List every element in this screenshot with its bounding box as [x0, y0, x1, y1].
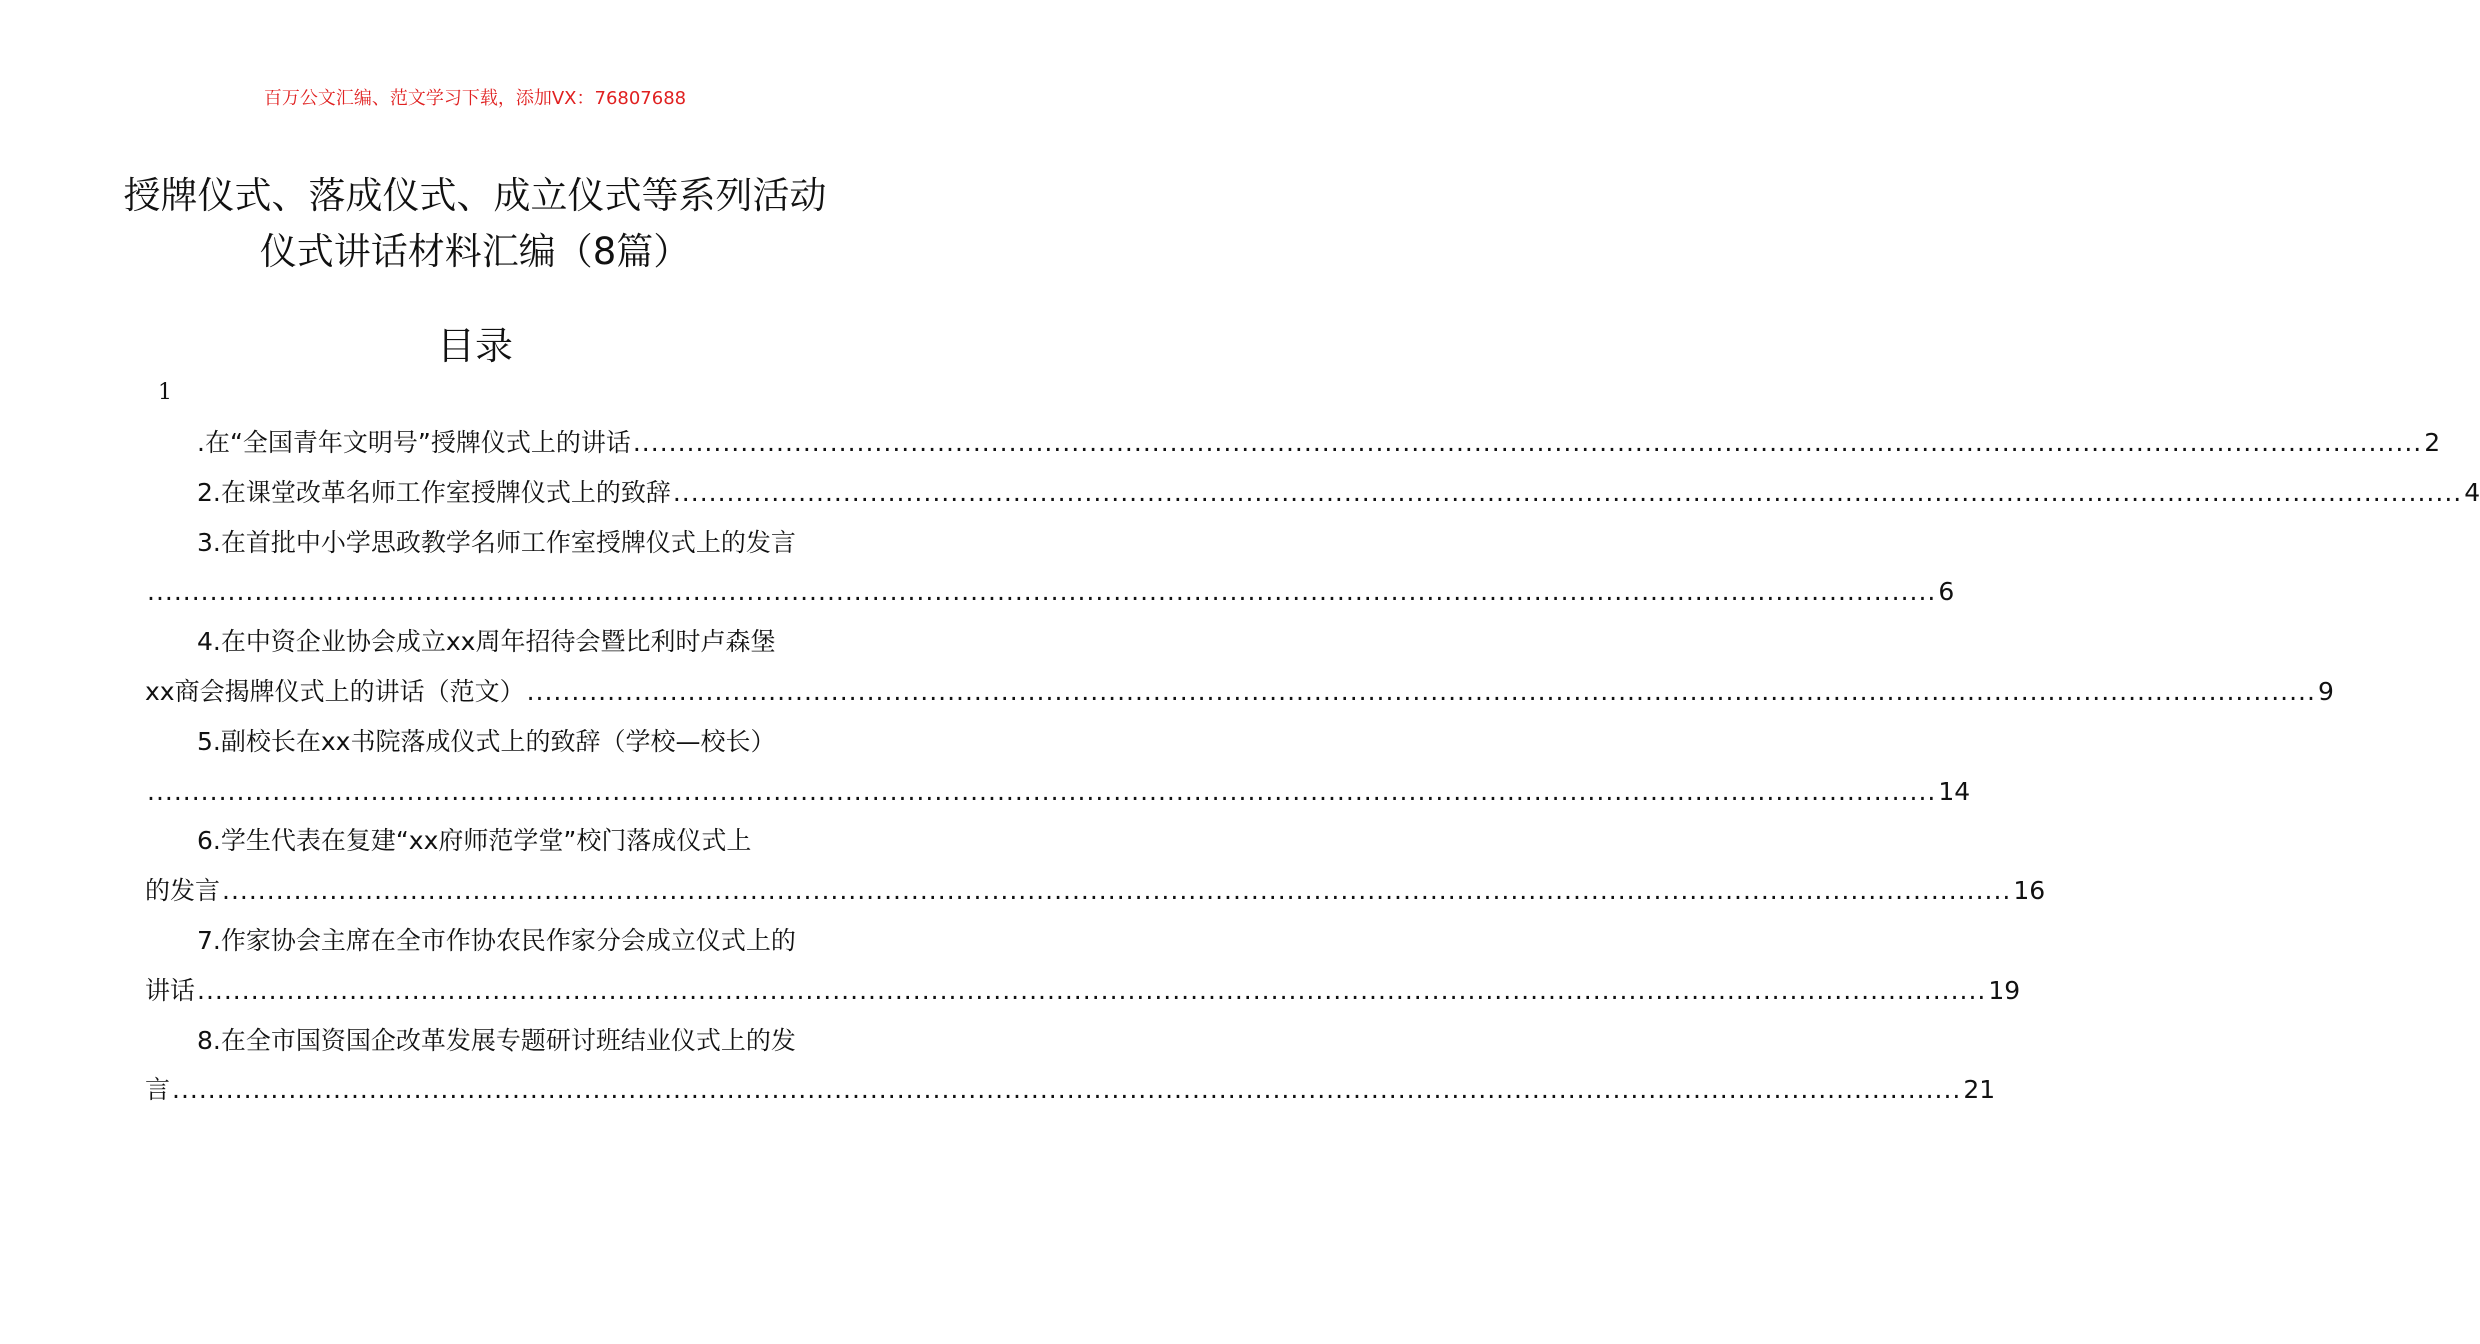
toc-entry-8[interactable]: [145, 1016, 805, 1066]
toc-entry-6-cont[interactable]: [145, 866, 2046, 916]
leader-dots: ........................................................................................................................................................................................................: [172, 1075, 1962, 1105]
toc-entry-title-cont: xx商会揭牌仪式上的讲话（范文）: [145, 676, 525, 706]
toc-entry-page: 9: [2317, 676, 2334, 706]
leader-dots: ........................................................................................................................................................................................................: [632, 428, 2423, 457]
toc-entry-8-cont[interactable]: [145, 1065, 1996, 1115]
toc-entry-7[interactable]: [145, 916, 805, 966]
toc-entry-2[interactable]: [145, 468, 2480, 518]
toc-entry-page: 14: [1938, 776, 1971, 806]
toc-entry-page: 6: [1938, 577, 1955, 607]
header-note: 百万公文汇编、范文学习下载，添加VX：76807688: [263, 88, 687, 109]
leader-dots: ........................................................................................................................................................................................................: [147, 577, 1937, 607]
toc-entry-6[interactable]: [145, 816, 805, 866]
toc-entry-title: 2.在课堂改革名师工作室授牌仪式上的致辞: [197, 477, 671, 507]
toc-entry-title: 7.作家协会主席在全市作协农民作家分会成立仪式上的: [197, 925, 796, 955]
toc-entry-5-cont[interactable]: [145, 767, 1971, 817]
toc-entry-4-cont[interactable]: [145, 667, 2334, 717]
toc-entry-3-cont[interactable]: [145, 567, 1955, 617]
leader-dots: ........................................................................................................................................................................................................: [197, 975, 1987, 1005]
toc-entry-page: 4: [2464, 477, 2480, 507]
toc-entry-page: 16: [2013, 876, 2046, 906]
leader-dots: ........................................................................................................................................................................................................: [147, 776, 1937, 806]
stray-number: 1: [158, 380, 172, 405]
toc-entry-title-cont: 讲话: [145, 975, 196, 1005]
leader-dots: ........................................................................................................................................................................................................: [222, 876, 2012, 906]
table-of-contents: [145, 418, 2480, 1115]
toc-entry-title: 5.副校长在xx书院落成仪式上的致辞（学校—校长）: [197, 726, 776, 756]
toc-entry-1[interactable]: [145, 418, 2441, 468]
toc-entry-title: 8.在全市国资国企改革发展专题研讨班结业仪式上的发: [197, 1025, 796, 1055]
toc-entry-page: 2: [2424, 428, 2441, 457]
toc-entry-4[interactable]: [145, 617, 805, 667]
toc-entry-title: 6.学生代表在复建“xx府师范学堂”校门落成仪式上: [197, 826, 752, 856]
toc-entry-page: 19: [1988, 975, 2021, 1005]
toc-entry-title: 3.在首批中小学思政教学名师工作室授牌仪式上的发言: [197, 527, 796, 557]
toc-heading: 目录: [436, 324, 513, 368]
toc-entry-title-cont: 的发言: [145, 876, 221, 906]
toc-entry-page: 21: [1963, 1075, 1996, 1105]
toc-entry-title-cont: 言: [145, 1075, 171, 1105]
toc-entry-5[interactable]: [145, 717, 805, 767]
leader-dots: ........................................................................................................................................................................................................: [672, 477, 2463, 507]
document-title: 授牌仪式、落成仪式、成立仪式等系列活动仪式讲话材料汇编（8篇）: [123, 174, 827, 273]
toc-entry-title: .在“全国青年文明号”授牌仪式上的讲话: [197, 428, 631, 457]
leader-dots: ........................................................................................................................................................................................................: [526, 676, 2316, 706]
toc-entry-3[interactable]: [145, 518, 805, 568]
toc-entry-7-cont[interactable]: [145, 966, 2021, 1016]
toc-entry-title: 4.在中资企业协会成立xx周年招待会暨比利时卢森堡: [197, 627, 776, 657]
